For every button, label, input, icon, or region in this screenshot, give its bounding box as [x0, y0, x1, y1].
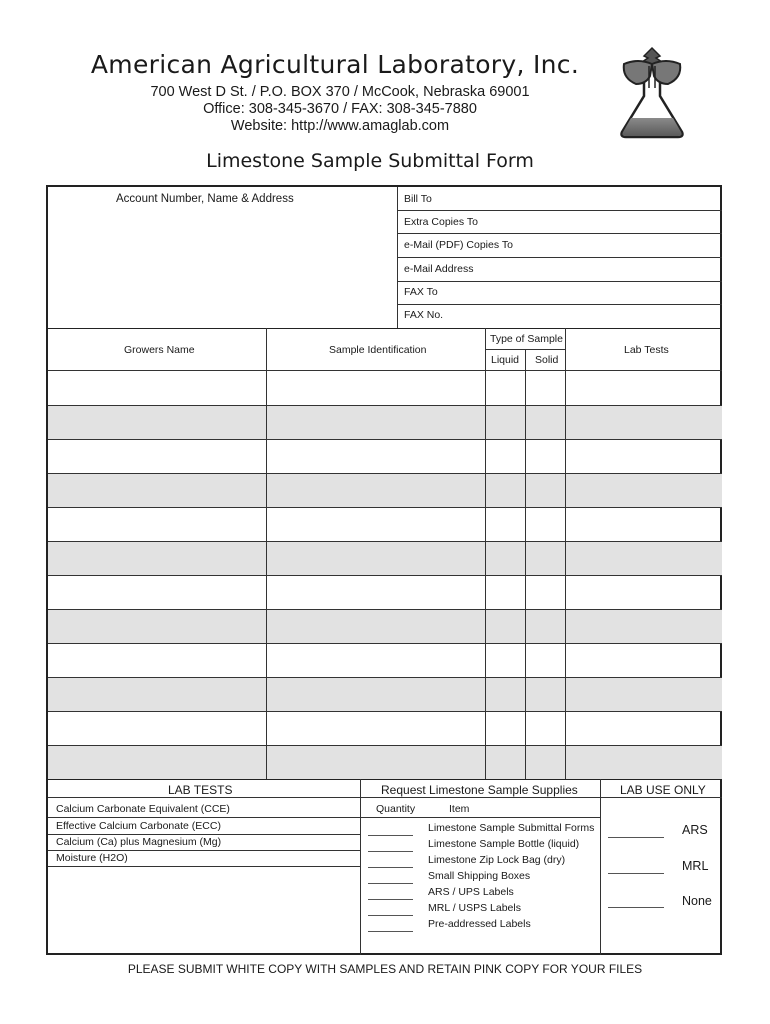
quantity-input[interactable]: [368, 915, 413, 916]
footer-note: PLEASE SUBMIT WHITE COPY WITH SAMPLES AND RETAIN PINK COPY FOR YOUR FILES: [127, 962, 643, 976]
quantity-input[interactable]: [368, 899, 413, 900]
lab-test-item[interactable]: Calcium (Ca) plus Magnesium (Mg): [56, 836, 222, 848]
lab-use-title: LAB USE ONLY: [620, 783, 706, 797]
quantity-input[interactable]: [368, 835, 413, 836]
growers-name-header: Growers Name: [124, 344, 195, 356]
lab-tests-title: LAB TESTS: [168, 783, 233, 797]
supplies-title: Request Limestone Sample Supplies: [381, 783, 578, 797]
item-header: Item: [449, 803, 470, 815]
company-website: Website: http://www.amaglab.com: [230, 118, 450, 134]
none-input[interactable]: [608, 907, 664, 908]
supply-item: MRL / USPS Labels: [428, 902, 521, 914]
quantity-input[interactable]: [368, 883, 413, 884]
type-of-sample-header: Type of Sample: [490, 333, 563, 345]
sample-id-header: Sample Identification: [329, 344, 427, 356]
quantity-input[interactable]: [368, 867, 413, 868]
quantity-input[interactable]: [368, 931, 413, 932]
lab-use-option: ARS: [682, 823, 708, 837]
solid-header: Solid: [535, 354, 559, 366]
flask-leaf-logo-icon: [616, 44, 688, 140]
form-title: Limestone Sample Submittal Form: [206, 150, 534, 172]
ars-input[interactable]: [608, 837, 664, 838]
lab-use-option: None: [682, 894, 712, 908]
supply-item: Pre-addressed Labels: [428, 918, 531, 930]
lab-test-item[interactable]: Moisture (H2O): [56, 852, 128, 864]
supply-item: ARS / UPS Labels: [428, 886, 514, 898]
lab-test-item[interactable]: Calcium Carbonate Equivalent (CCE): [56, 803, 230, 815]
supply-item: Limestone Zip Lock Bag (dry): [428, 854, 566, 866]
account-label: Account Number, Name & Address: [116, 193, 294, 205]
supply-item: Limestone Sample Bottle (liquid): [428, 838, 580, 850]
liquid-header: Liquid: [491, 354, 520, 366]
sample-rows[interactable]: [48, 370, 722, 779]
lab-use-option: MRL: [682, 859, 709, 873]
company-address: 700 West D St. / P.O. BOX 370 / McCook, Nebraska 69001: [150, 84, 530, 100]
supply-item: Limestone Sample Submittal Forms: [428, 822, 595, 834]
company-name: American Agricultural Laboratory, Inc.: [90, 50, 580, 79]
lab-test-item[interactable]: Effective Calcium Carbonate (ECC): [56, 820, 221, 832]
quantity-header: Quantity: [376, 803, 416, 815]
submittal-form: Account Number, Name & Address Bill To Extra Copies To e-Mail (PDF) Copies To e-Mail Address FAX To FAX No. Growers Name Sample Identification Type of Sample Liquid Solid Lab Tests LAB TESTS Request Limestone Sample Supplies LAB USE ONLY Calcium Carbonate Equivalent (CCE) Effective Calcium Carbonate (ECC) Calcium (Ca) plus Magnesium (Mg) Moisture (H2O) Quantity Item Limestone Sample Submittal Forms Limestone Sample Bottle (liquid) Limestone Zip Lock Bag (dry) Small Shipping Boxes ARS / UPS Labels MRL / USPS Labels Pre-addressed Labels ARS MRL None: [46, 185, 722, 955]
company-phone: Office: 308-345-3670 / FAX: 308-345-7880: [203, 101, 477, 117]
mrl-input[interactable]: [608, 873, 664, 874]
lab-tests-header: Lab Tests: [624, 344, 669, 356]
supply-item: Small Shipping Boxes: [428, 870, 531, 882]
quantity-input[interactable]: [368, 851, 413, 852]
